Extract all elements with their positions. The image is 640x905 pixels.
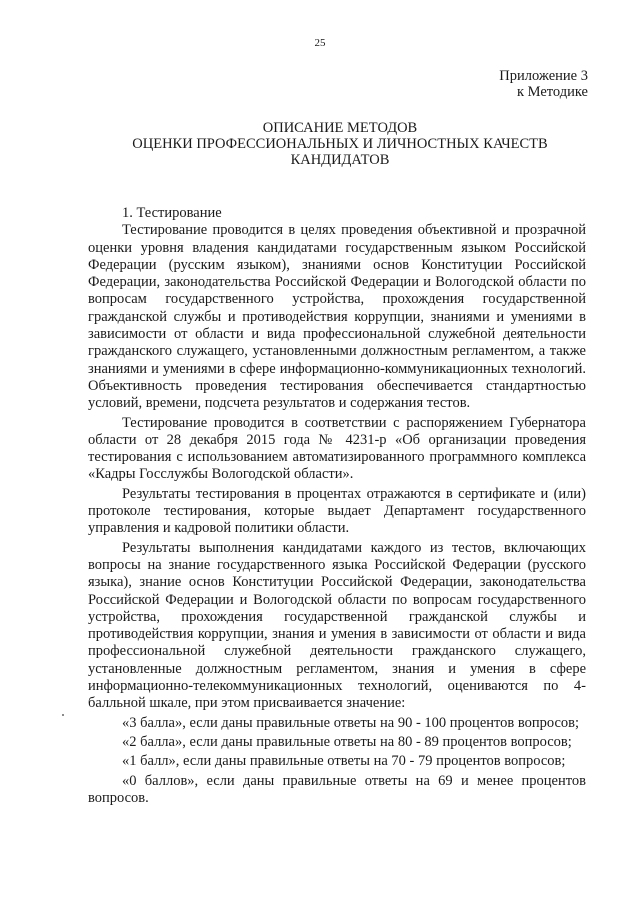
appendix-line-2: к Методике bbox=[516, 84, 588, 100]
paragraph-score-1: «1 балл», если даны правильные ответы на 70 - 79 процентов вопросов; bbox=[122, 753, 566, 770]
paragraph-score-2: «2 балла», если даны правильные ответы на 80 - 89 процентов вопросов; bbox=[122, 733, 572, 750]
title-line-2: ОЦЕНКИ ПРОФЕССИОНАЛЬНЫХ И ЛИЧНОСТНЫХ КАЧЕСТВ bbox=[132, 136, 548, 152]
appendix-line-1: Приложение 3 bbox=[499, 68, 588, 84]
paragraph-testing-results: Результаты тестирования в процентах отражаются в сертификате и (или) протоколе тестирования, которые выдает Департамент государственного управления и кадровой политики области. bbox=[88, 485, 586, 537]
paragraph-score-0: «0 баллов», если даны правильные ответы на 69 и менее процентов вопросов. bbox=[88, 772, 586, 806]
document-title bbox=[80, 120, 600, 168]
title-line-1: ОПИСАНИЕ МЕТОДОВ bbox=[262, 120, 418, 136]
scan-dot bbox=[62, 714, 64, 716]
title-line-3: КАНДИДАТОВ bbox=[290, 152, 390, 168]
paragraph-testing-order: Тестирование проводится в соответствии с распоряжением Губернатора области от 28 декабря 2015 года № 4231-р «Об организации проведения тестирования с использованием автоматизированного программного комплекса «Кадры Госслужбы Вологодской области». bbox=[88, 414, 586, 483]
appendix-reference bbox=[499, 68, 588, 100]
document-body bbox=[88, 205, 586, 807]
section-heading: 1. Тестирование bbox=[122, 205, 222, 221]
paragraph-testing-purpose: Тестирование проводится в целях проведения объективной и прозрачной оценки уровня владения кандидатами государственным языком Российской Федерации (русским языком), знаниями основ Конституции Российской Федерации, законодательства Российской Федерации и Вологодской области по вопросам государственного устройства, прохождения государственной гражданской службы и противодействия коррупции, знаниями и умениями в зависимости от области и вида профессиональной служебной деятельности гражданского служащего, установленными должностным регламентом, а также знаниями и умениями в сфере информационно-коммуникационных технологий. Объективность проведения тестирования обеспечивается стандартностью условий, времени, подсчета результатов и содержания тестов. bbox=[88, 222, 586, 412]
paragraph-score-3: «3 балла», если даны правильные ответы на 90 - 100 процентов вопросов; bbox=[122, 714, 580, 731]
paragraph-scoring-scale: Результаты выполнения кандидатами каждого из тестов, включающих вопросы на знание государственного языка Российской Федерации (русского языка), знание основ Конституции Российской Федерации, законодательства Российской Федерации и Вологодской области по вопросам государственного устройства, прохождения государственной гражданской службы и противодействия коррупции, знания и умения в зависимости от области и вида профессиональной служебной деятельности гражданского служащего, установленные должностным регламентом, знания и умения в сфере информационно-телекоммуникационных технологий, оцениваются по 4-балльной шкале, при этом присваивается значение: bbox=[88, 539, 586, 712]
page-number: 25 bbox=[314, 37, 326, 49]
